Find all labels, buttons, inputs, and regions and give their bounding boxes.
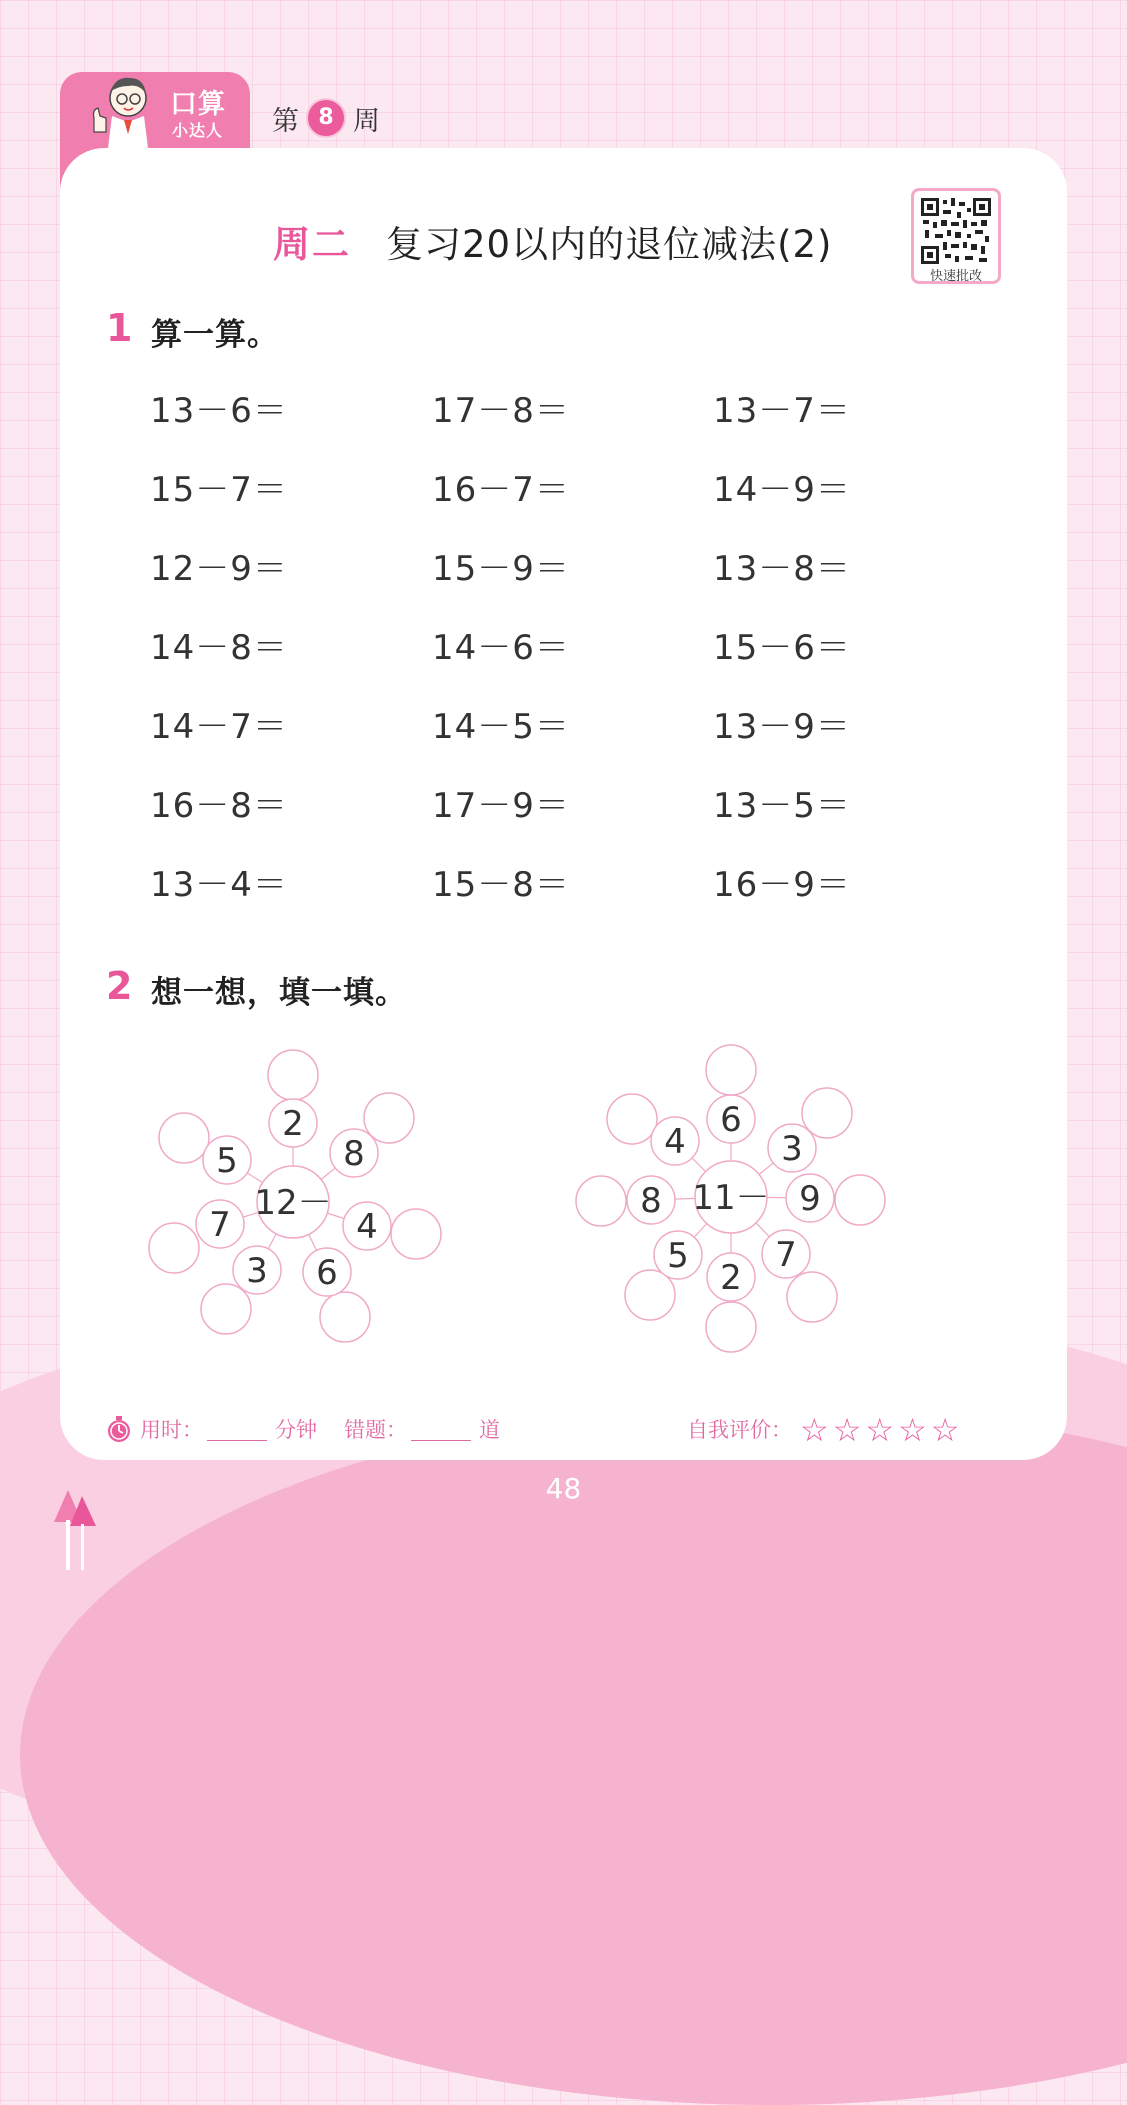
petal-number: 5 — [667, 1236, 689, 1276]
equation: 13－6＝ — [150, 391, 288, 431]
center-label: 12－ — [254, 1183, 332, 1223]
qr-code-label: 快速批改 — [929, 269, 982, 284]
petal-number: 5 — [216, 1141, 238, 1181]
petal-number: 6 — [316, 1253, 338, 1293]
petal-number: 4 — [356, 1207, 378, 1247]
tree-icon — [52, 1490, 102, 1570]
time-label: 用时： — [140, 1418, 203, 1442]
equation: 14－5＝ — [432, 707, 570, 747]
petal-number: 3 — [246, 1251, 268, 1291]
petal-number: 8 — [343, 1134, 365, 1174]
answer-circle[interactable] — [320, 1292, 370, 1342]
petal-number: 7 — [209, 1205, 231, 1245]
equation: 15－6＝ — [713, 628, 851, 668]
answer-circle[interactable] — [159, 1113, 209, 1163]
petal-number: 2 — [720, 1258, 742, 1298]
petal-number: 7 — [775, 1235, 797, 1275]
equation: 16－7＝ — [432, 470, 570, 510]
time-field — [104, 1414, 317, 1444]
petal-number: 3 — [781, 1129, 803, 1169]
petal-number: 2 — [282, 1104, 304, 1144]
week-number-badge: 8 — [306, 98, 346, 138]
errors-input[interactable] — [411, 1420, 471, 1441]
week-suffix: 周 — [353, 105, 380, 137]
brand-subtitle: 小达人 — [172, 121, 224, 140]
time-input[interactable] — [207, 1420, 267, 1441]
petal-number: 4 — [664, 1122, 686, 1162]
answer-circle[interactable] — [706, 1045, 756, 1095]
equation: 14－6＝ — [432, 628, 570, 668]
answer-circle[interactable] — [391, 1209, 441, 1259]
equation: 13－4＝ — [150, 865, 288, 905]
section-1-number: 1 — [106, 306, 133, 350]
answer-circle[interactable] — [607, 1094, 657, 1144]
rating-stars[interactable]: ☆☆☆☆☆ — [800, 1411, 964, 1449]
errors-field — [344, 1414, 500, 1444]
answer-circle[interactable] — [835, 1175, 885, 1225]
equation: 14－8＝ — [150, 628, 288, 668]
errors-label: 错题： — [344, 1418, 407, 1442]
answer-circle[interactable] — [625, 1270, 675, 1320]
equation: 12－9＝ — [150, 549, 288, 589]
time-unit: 分钟 — [275, 1418, 317, 1442]
equation: 14－9＝ — [713, 470, 851, 510]
equation: 14－7＝ — [150, 707, 288, 747]
flower-11 — [576, 1045, 885, 1352]
title-day: 周二 — [273, 223, 351, 266]
page-title: 复习20以内的退位减法(2) — [386, 223, 833, 266]
answer-circle[interactable] — [787, 1272, 837, 1322]
equation: 13－8＝ — [713, 549, 851, 589]
equation: 16－8＝ — [150, 786, 288, 826]
petal-number: 8 — [640, 1181, 662, 1221]
equation: 13－9＝ — [713, 707, 851, 747]
center-label: 11－ — [692, 1178, 770, 1218]
answer-circle[interactable] — [268, 1050, 318, 1100]
equation: 13－7＝ — [713, 391, 851, 431]
errors-unit: 道 — [479, 1418, 500, 1442]
section-2-title: 想一想，填一填。 — [151, 975, 407, 1011]
petal-number: 6 — [720, 1100, 742, 1140]
equation: 15－8＝ — [432, 865, 570, 905]
rating-label: 自我评价： — [687, 1418, 792, 1442]
page-number: 48 — [545, 1472, 582, 1505]
flower-12 — [149, 1050, 441, 1342]
week-prefix: 第 — [272, 105, 299, 137]
section-1-title: 算一算。 — [151, 317, 279, 353]
answer-circle[interactable] — [706, 1302, 756, 1352]
equation: 15－9＝ — [432, 549, 570, 589]
stopwatch-icon — [104, 1414, 134, 1444]
answer-circle[interactable] — [149, 1223, 199, 1273]
answer-circle[interactable] — [201, 1284, 251, 1334]
brand-title: 口算 — [170, 89, 226, 120]
petal-number: 9 — [799, 1179, 821, 1219]
equation: 17－8＝ — [432, 391, 570, 431]
section-2-number: 2 — [106, 964, 133, 1008]
answer-circle[interactable] — [576, 1176, 626, 1226]
equation: 13－5＝ — [713, 786, 851, 826]
equation: 17－9＝ — [432, 786, 570, 826]
equation: 15－7＝ — [150, 470, 288, 510]
equation: 16－9＝ — [713, 865, 851, 905]
